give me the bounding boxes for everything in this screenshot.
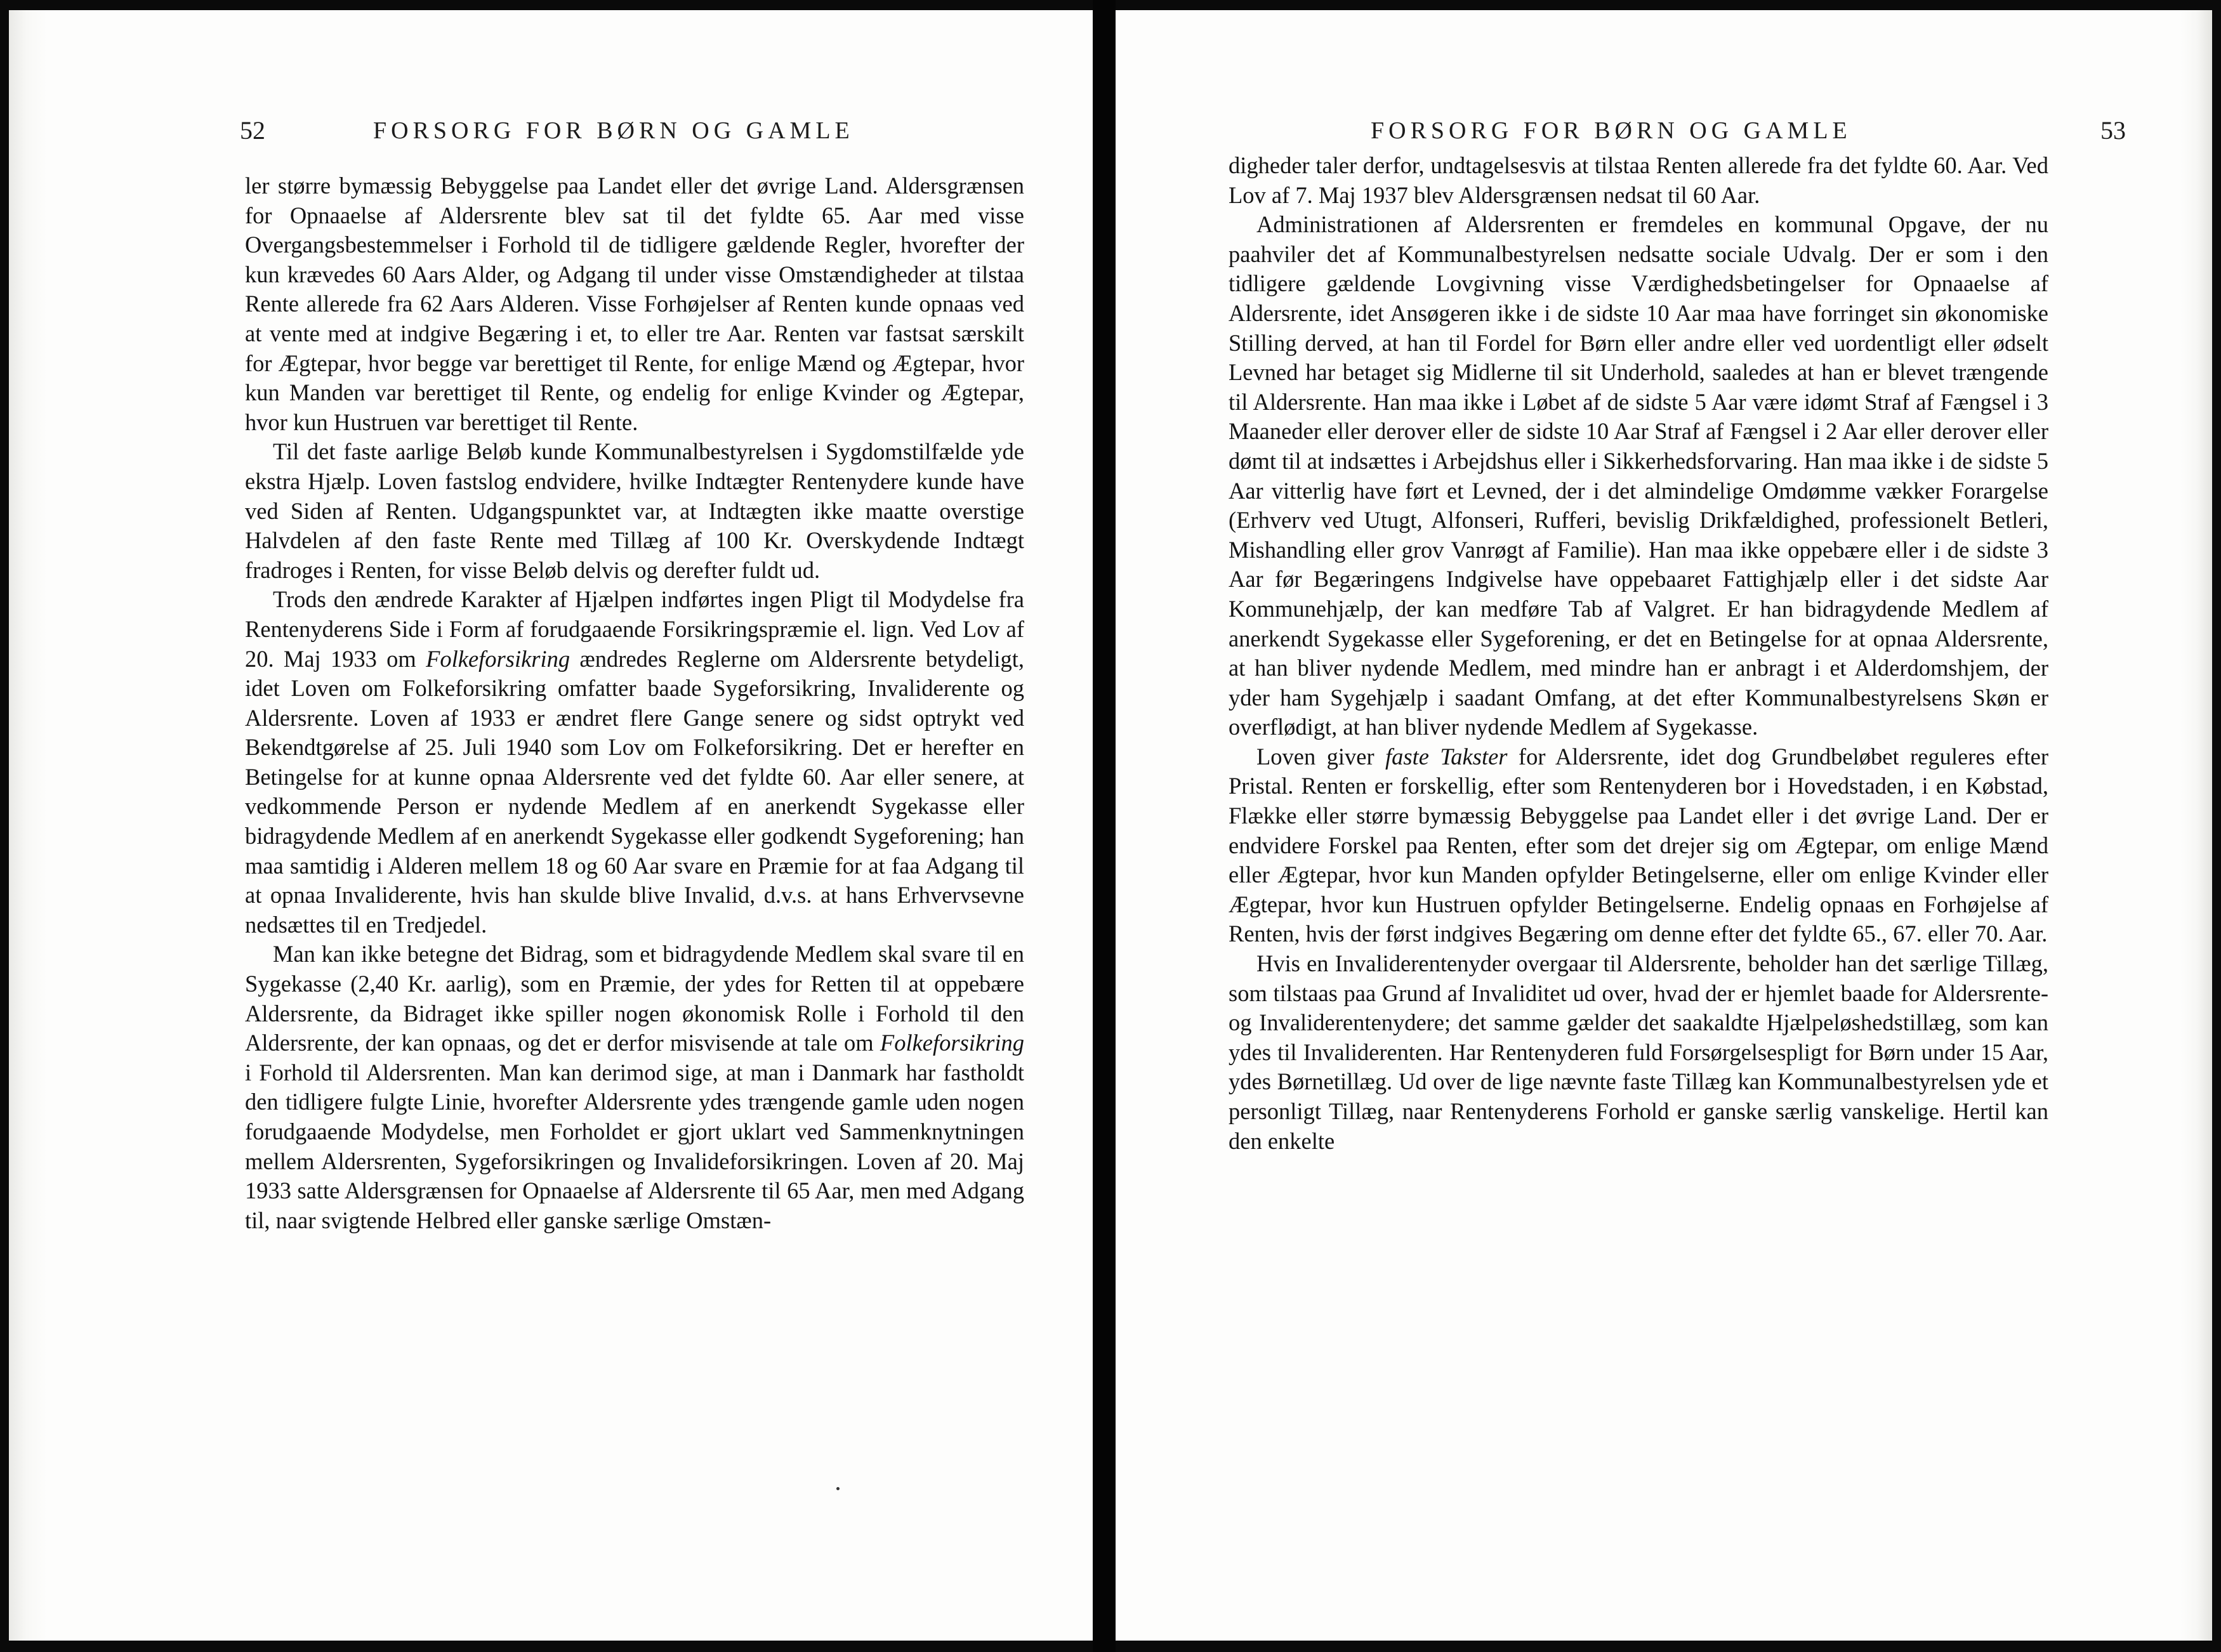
- paragraph: [245, 940, 1024, 1235]
- paragraph: Hvis en Invaliderentenyder overgaar til Aldersrente, beholder han det særlige Tillæg, som tilstaas paa Grund af Invaliditet ud over, hvad der er hjemlet baade for Aldersrente- og Invaliderentenydere; det samme gælder det saakaldte Hjælpeløshedstillæg, som kan ydes til Invaliderenten. Har Rentenyderen fuld Forsørgelsespligt for Børn under 15 Aar, ydes Børnetillæg. Ud over de lige nævnte faste Tillæg kan Kommunalbestyrelsen yde et personligt Tillæg, naar Rentenyderens Forhold er ganske særlig vanskelige. Hertil kan den enkelte: [1229, 950, 2048, 1154]
- paragraph: [245, 585, 1024, 940]
- paragraph-text: Trods den ændrede Karakter af Hjælpen indførtes ingen Pligt til Modydelse fra Rentenyderens Side i Form af forudgaaende Forsikringspræmie el. lign. Ved Lov af 20. Maj 1933 om: [245, 586, 1024, 672]
- right-page-number: 53: [2100, 116, 2126, 145]
- left-running-title: FORSORG FOR BØRN OG GAMLE: [373, 117, 854, 144]
- right-running-head: [1371, 112, 2126, 150]
- book-spine-gap: [1093, 0, 1116, 1652]
- paragraph: [1229, 742, 2048, 949]
- left-running-head: [240, 112, 1065, 150]
- paragraph: ler større bymæssig Bebyggelse paa Landet eller det øvrige Land. Aldersgrænsen for Opnaaelse af Aldersrente blev sat til det fyldte 65. Aar med visse Overgangsbestemmelser i Forhold til de tidligere gældende Regler, hvorefter der kun krævedes 60 Aars Alder, og Adgang til under visse Omstændigheder at tilstaa Rente allerede fra 62 Aars Alderen. Visse Forhøjelser af Renten kunde opnaas ved at vente med at indgive Begæring i et, to eller tre Aar. Renten var fastsat særskilt for Ægtepar, hvor begge var berettiget til Rente, for enlige Mænd og Ægtepar, hvor kun Manden var berettiget til Rente, og endelig for enlige Kvinder og Ægtepar, hvor kun Hustruen var berettiget til Rente.: [245, 173, 1024, 435]
- paragraph: Administrationen af Aldersrenten er fremdeles en kommunal Opgave, der nu paahviler det af Kommunalbestyrelsen nedsatte sociale Udvalg. Der er som i den tidligere gældende Lovgivning visse Værdighedsbetingelser for Opnaaelse af Aldersrente, idet Ansøgeren ikke i de sidste 10 Aar maa have forringet sin økonomiske Stilling derved, at han til Fordel for Børn eller andre eller ved uordentligt eller ødselt Levned har betaget sig Midlerne til sit Underhold, saaledes at han er blevet trængende til Aldersrente. Han maa ikke i Løbet af de sidste 5 Aar være idømt Straf af Fængsel i 3 Maaneder eller derover eller de sidste 10 Aar Straf af Fængsel i 2 Aar eller derover eller dømt til at indsættes i Arbejdshus eller i Sikkerhedsforvaring. Han maa ikke i de sidste 5 Aar vitterlig have ført et Levned, der i det almindelige Omdømme vækker Forargelse (Erhverv ved Utugt, Alfonseri, Rufferi, bevislig Drikfældighed, professionelt Betleri, Mishandling eller grov Vanrøgt af Familie). Han maa ikke oppebære eller i de sidste 3 Aar før Begæringens Indgivelse have oppebaaret Fattighjælp eller i det sidste Aar Kommunehjælp, der kan medføre Tab af Valgret. Er han bidragydende Medlem af anerkendt Sygekasse eller Sygeforening, er det en Betingelse for at opnaa Aldersrente, at han bliver nydende Medlem, med mindre han er anbragt i et Alderdomshjem, der yder ham Sygehjælp i saadant Omfang, at det efter Kommunalbestyrelsens Skøn er overflødigt, at han bliver nydende Medlem af Sygekasse.: [1229, 211, 2048, 740]
- paragraph-text: ændredes Reglerne om Aldersrente betydeligt, idet Loven om Folkeforsikring omfatter baade Sygeforsikring, Invaliderente og Aldersrente. Loven af 1933 er ændret flere Gange senere og sidst optrykt ved Bekendtgørelse af 25. Juli 1940 som Lov om Folkeforsikring. Det er herefter en Betingelse for at kunne opnaa Aldersrente ved det fyldte 60. Aar eller senere, at vedkommende Person er nydende Medlem af en anerkendt Sygekasse eller bidragydende Medlem af en anerkendt Sygekasse eller godkendt Sygeforening; han maa samtidig i Alderen mellem 18 og 60 Aar svare en Præmie for at faa Adgang til at opnaa Invaliderente, hvis han skulde blive Invalid, d.v.s. at hans Erhvervsevne nedsættes til en Tredjedel.: [245, 645, 1024, 938]
- paragraph-text: Loven giver: [1256, 743, 1386, 770]
- paragraph: Til det faste aarlige Beløb kunde Kommunalbestyrelsen i Sygdomstilfælde yde ekstra Hjælp. Loven fastslog endvidere, hvilke Indtægter Rentenydere kunde have ved Siden af Renten. Udgangspunktet var, at Indtægten ikke maatte overstige Halvdelen af den faste Rente med Tillæg af 100 Kr. Overskydende Indtægt fradroges i Renten, for visse Beløb delvis og derefter fuldt ud.: [245, 438, 1024, 583]
- emphasis-text: faste Takster: [1385, 743, 1508, 770]
- emphasis-text: Folkeforsikring: [880, 1030, 1024, 1056]
- right-page-body: [1229, 151, 2048, 1156]
- paragraph-text: i Forhold til Aldersrenten. Man kan derimod sige, at man i Danmark har fastholdt den tidligere fulgte Linie, hvorefter Aldersrente ydes trængende gamle uden nogen forudgaaende Modydelse, men Forholdet er gjort uklart ved Sammenknytningen mellem Aldersrenten, Sygeforsikringen og Invalideforsikringen. Loven af 20. Maj 1933 satte Aldersgrænsen for Opnaaelse af Aldersrente til 65 Aar, men med Adgang til, naar svigtende Helbred eller ganske særlige Omstæn-: [245, 1059, 1024, 1233]
- paragraph-text: for Aldersrente, idet dog Grundbeløbet reguleres efter Pristal. Renten er forskellig, efter som Rentenyderen bor i Hovedstaden, i en Købstad, Flække eller større bymæssig Bebyggelse paa Landet eller i det øvrige Land. Der er endvidere Forskel paa Renten, efter som det drejer sig om Ægtepar, om enlige Mænd eller Ægtepar, hvor kun Manden opfylder Betingelserne, eller om enlige Kvinder eller Ægtepar, hvor kun Hustruen opfylder Betingelserne. Endelig opnaas en Forhøjelse af Renten, hvis der først indgives Begæring om denne efter det fyldte 65., 67. eller 70. Aar.: [1229, 743, 2048, 947]
- emphasis-text: Folkeforsikring: [426, 645, 570, 672]
- right-running-title: FORSORG FOR BØRN OG GAMLE: [1371, 117, 1852, 144]
- paragraph: digheder taler derfor, undtagelsesvis at tilstaa Renten allerede fra det fyldte 60. Aar. Ved Lov af 7. Maj 1937 blev Aldersgrænsen nedsat til 60 Aar.: [1229, 152, 2048, 208]
- left-page-body: [245, 171, 1024, 1235]
- print-speck: [836, 1487, 840, 1490]
- paragraph-text: Man kan ikke betegne det Bidrag, som et bidragydende Medlem skal svare til en Sygekasse (2,40 Kr. aarlig), som en Præmie, der ydes for Retten til at oppebære Aldersrente, da Bidraget ikke spiller nogen økonomisk Rolle i Forhold til den Aldersrente, der kan opnaas, og det er derfor misvisende at tale om: [245, 941, 1024, 1056]
- left-page-number: 52: [240, 116, 265, 145]
